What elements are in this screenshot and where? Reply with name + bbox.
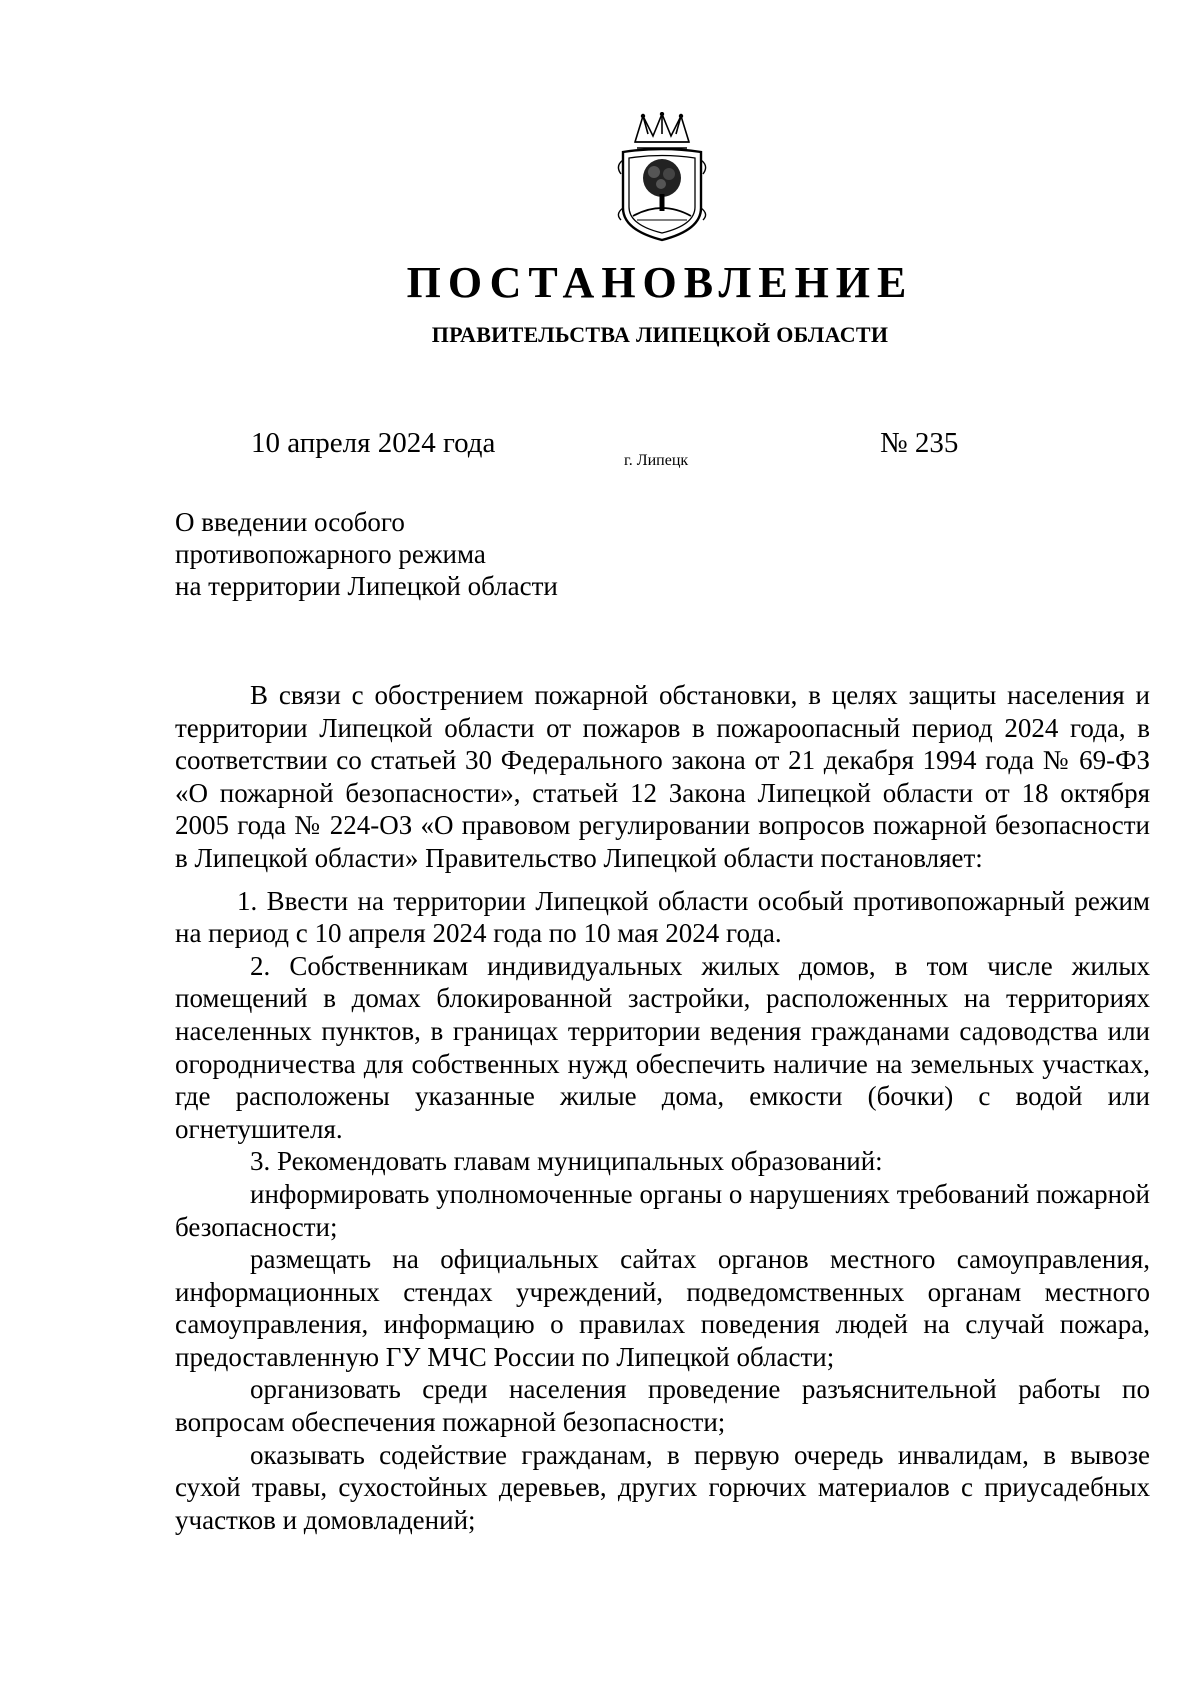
item-2-paragraph: 2. Собственникам индивидуальных жилых домов, в том числе жилых помещений в домах блокированной застройки, расположенных на территориях населенных пунктов, в границах территории ведения гражданами садоводства или огородничества для собственных нужд обеспечить наличие на земельных участках, где расположены указанные жилые дома, емкости (бочки) с водой или огнетушителя.: [175, 950, 1150, 1144]
lipetsk-coat-of-arms-icon: [613, 112, 711, 244]
document-title: ПОСТАНОВЛЕНИЕ: [406, 258, 914, 307]
heading-line: на территории Липецкой области: [175, 571, 558, 601]
item-3-subparagraph: организовать среди населения проведение разъяснительной работы по вопросам обеспечения пожарной безопасности;: [175, 1374, 1150, 1438]
document-date: 10 апреля 2024 года: [251, 427, 496, 459]
preamble-paragraph: В связи с обострением пожарной обстановки, в целях защиты населения и территории Липецкой области от пожаров в пожароопасный период 2024 года, в соответствии со статьей 30 Федерального закона от 21 декабря 1994 года № 69-ФЗ «О пожарной безопасности», статьей 12 Закона Липецкой области от 18 октября 2005 года № 224-ОЗ «О правовом регулировании вопросов пожарной безопасности в Липецкой области» Правительство Липецкой области постановляет:: [175, 680, 1150, 873]
heading-line: О введении особого: [175, 507, 405, 537]
heading-line: противопожарного режима: [175, 539, 486, 569]
document-body: [175, 679, 1150, 1536]
item-3-subparagraph: размещать на официальных сайтах органов местного самоуправления, информационных стендах учреждений, подведомственных органам местного самоуправления, информацию о правилах поведения людей на случай пожара, предоставленную ГУ МЧС России по Липецкой области;: [175, 1244, 1150, 1372]
document-subtitle: ПРАВИТЕЛЬСТВА ЛИПЕЦКОЙ ОБЛАСТИ: [431, 322, 889, 347]
document-city: г. Липецк: [624, 452, 689, 469]
document-heading: [175, 506, 775, 602]
item-3-subparagraph: информировать уполномоченные органы о нарушениях требований пожарной безопасности;: [175, 1178, 1150, 1242]
document-number: № 235: [880, 427, 959, 459]
item-3-paragraph: 3. Рекомендовать главам муниципальных образований:: [250, 1146, 883, 1177]
item-1-paragraph: 1. Ввести на территории Липецкой области особый противопожарный режим на период с 10 апреля 2024 года по 10 мая 2024 года.: [175, 885, 1150, 949]
item-3-subparagraph: оказывать содействие гражданам, в первую очередь инвалидам, в вывозе сухой травы, сухостойных деревьев, других горючих материалов с приусадебных участков и домовладений;: [175, 1439, 1150, 1535]
